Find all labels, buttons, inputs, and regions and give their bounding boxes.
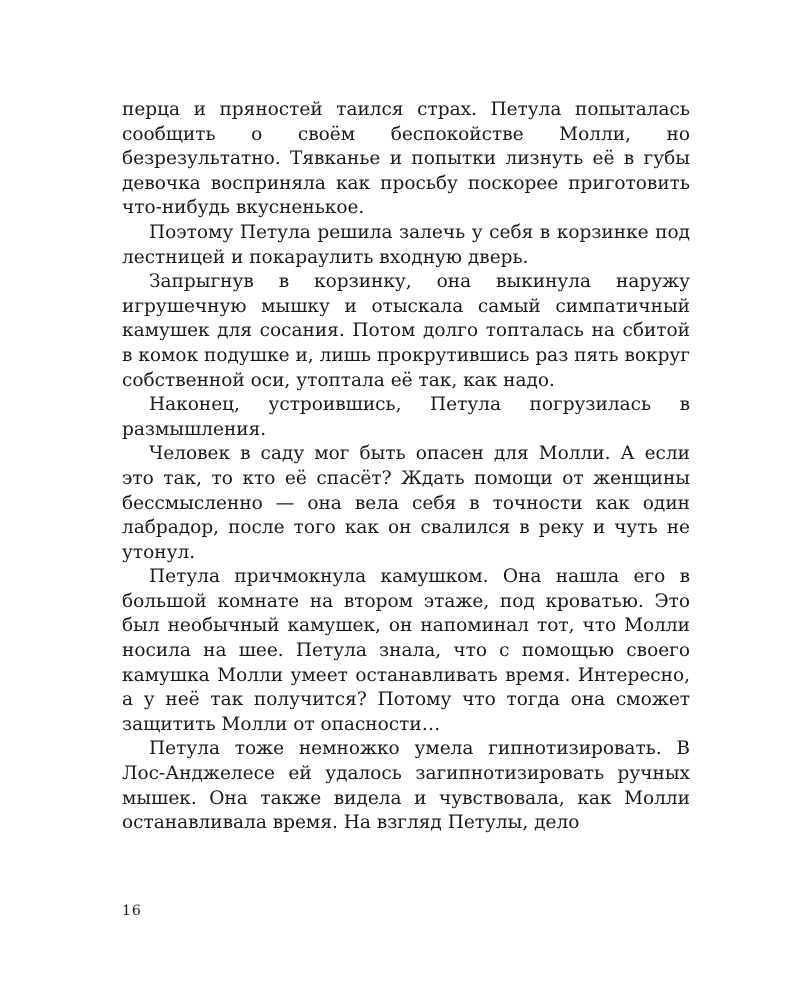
page-number: 16 bbox=[122, 903, 142, 919]
paragraph-5: Человек в саду мог быть опасен для Молли. А если это так, то кто её спасёт? Ждать помощи от женщины бессмысленно — она вела себя в точности как один лабрадор, после того как он свалился в реку и чуть не утонул. bbox=[122, 443, 690, 563]
paragraph-6: Петула причмокнула камушком. Она нашла его в большой комнате на втором этаже, под кроватью. Это был необычный камушек, он напоминал тот, что Молли носила на шее. Петула знала, что с помощью своего камушка Молли умеет останавливать время. Интересно, а у неё так получится? Потому что тогда она сможет защитить Молли от опасности… bbox=[122, 566, 690, 735]
page-body bbox=[122, 98, 690, 836]
paragraph-7: Петула тоже немножко умела гипнотизировать. В Лос-Анджелесе ей удалось загипнотизировать ручных мышек. Она также видела и чувствовала, как Молли останавливала время. На взгляд Петулы, дело bbox=[122, 738, 690, 834]
paragraph-4: Наконец, устроившись, Петула погрузилась в размышления. bbox=[122, 394, 690, 440]
paragraph-3: Запрыгнув в корзинку, она выкинула наружу игрушечную мышку и отыскала самый симпатичный камушек для сосания. Потом долго топталась на сбитой в комок подушке и, лишь прокрутившись раз пять вокруг собственной оси, утоптала её так, как надо. bbox=[122, 271, 690, 391]
paragraph-2: Поэтому Петула решила залечь у себя в корзинке под лестницей и покараулить входную дверь. bbox=[122, 221, 690, 268]
paragraph-1: перца и пряностей таился страх. Петула попыталась сообщить о своём беспокойстве Молли, но безрезультатно. Тявканье и попытки лизнуть её в губы девочка восприняла как просьбу поскорее приготовить что-нибудь вкусненькое. bbox=[122, 99, 690, 219]
text-block bbox=[122, 98, 690, 836]
